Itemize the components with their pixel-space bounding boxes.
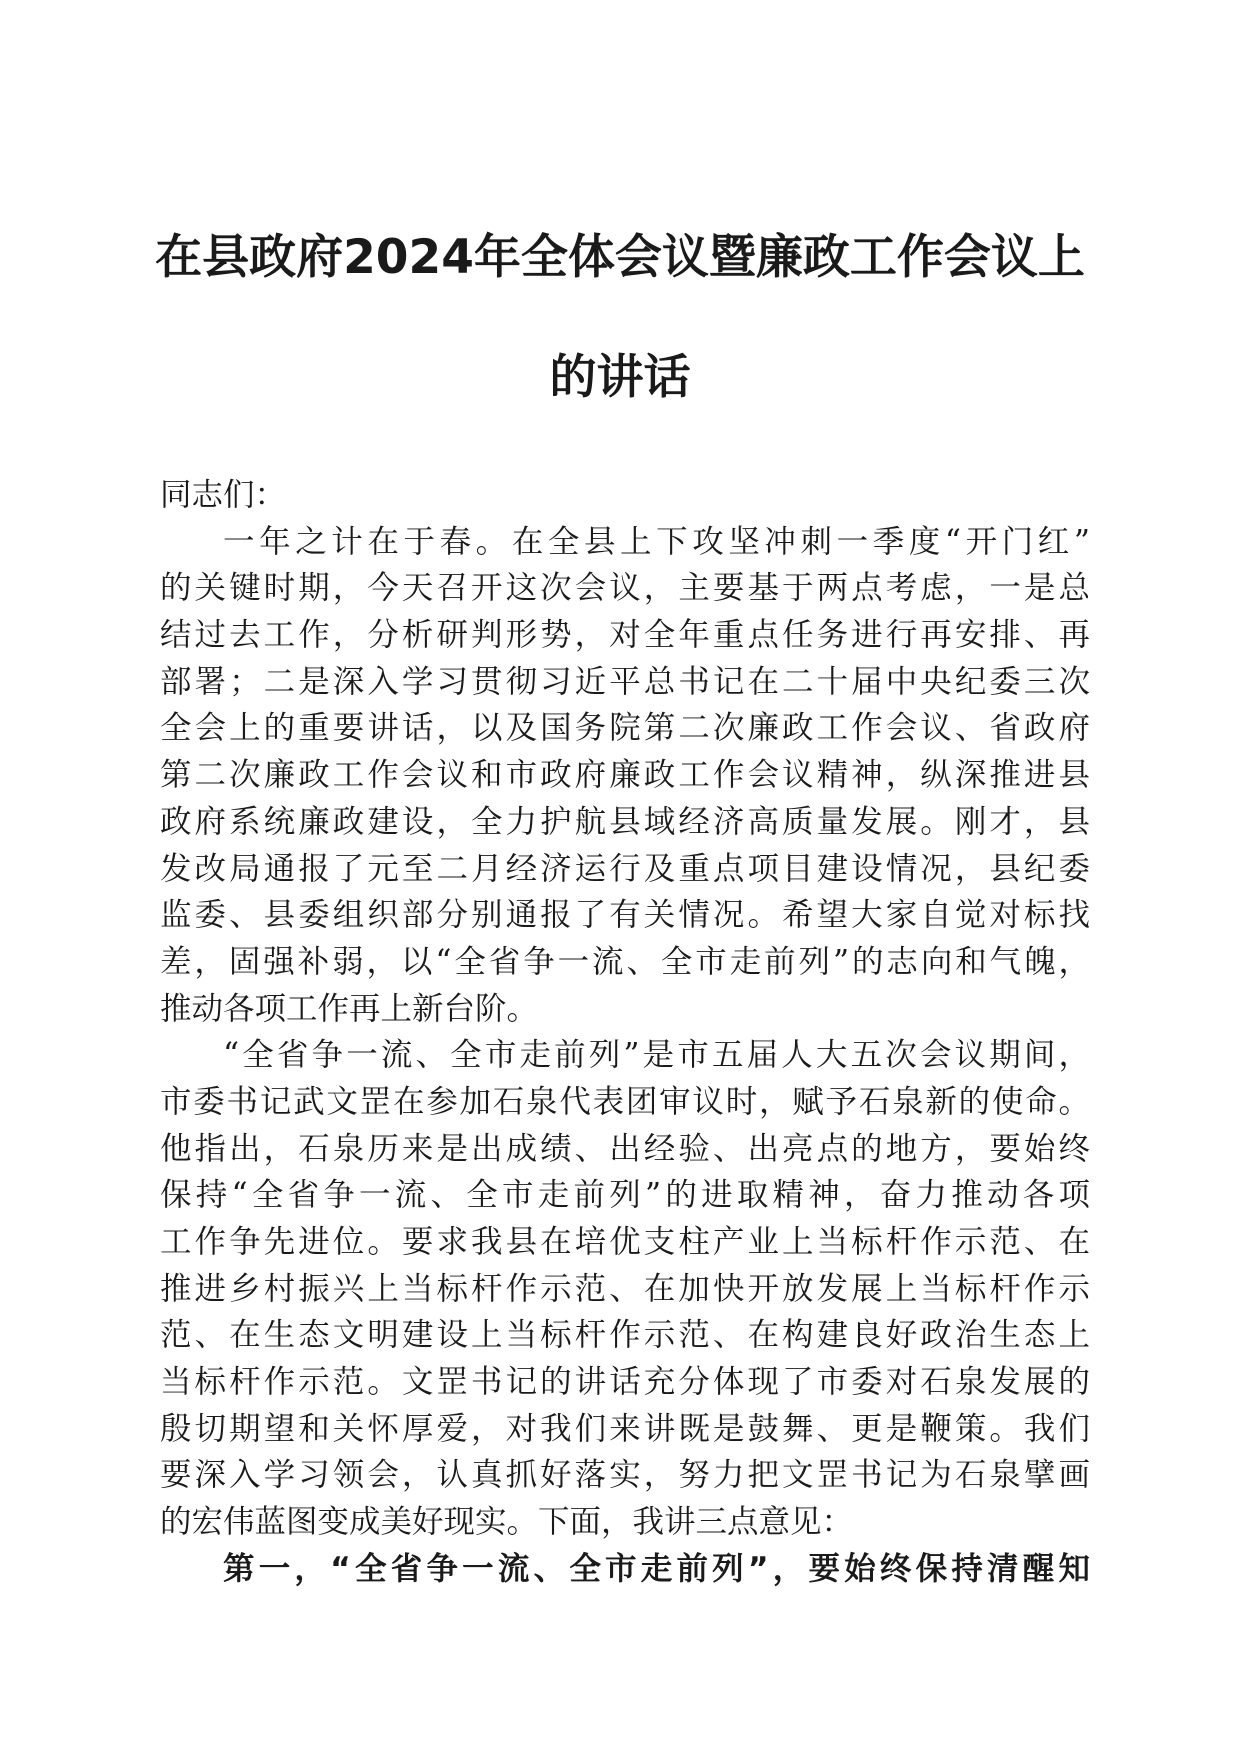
paragraph-2-line: 他指出，石泉历来是出成绩、出经验、出亮点的地方，要始终	[160, 1130, 1090, 1167]
paragraph-1-line: 第二次廉政工作会议和市政府廉政工作会议精神，纵深推进县	[160, 757, 1090, 794]
paragraph-2-line: 推进乡村振兴上当标杆作示范、在加快开放发展上当标杆作示	[160, 1270, 1090, 1307]
paragraph-2-line: 殷切期望和关怀厚爱，对我们来讲既是鼓舞、更是鞭策。我们	[160, 1410, 1090, 1447]
paragraph-2-line: “全省争一流、全市走前列”是市五届人大五次会议期间，	[223, 1037, 1090, 1074]
paragraph-2-line: 要深入学习领会，认真抓好落实，努力把文罡书记为石泉擘画	[160, 1457, 1090, 1494]
paragraph-1-line: 推动各项工作再上新台阶。	[160, 990, 539, 1027]
paragraph-2-line: 的宏伟蓝图变成美好现实。下面，我讲三点意见：	[160, 1504, 854, 1541]
paragraph-1-line: 政府系统廉政建设，全力护航县域经济高质量发展。刚才，县	[160, 803, 1090, 840]
salutation-line: 同志们：	[160, 477, 287, 513]
document-title-line-1: 在县政府2024年全体会议暨廉政工作会议上	[155, 230, 1085, 285]
paragraph-1-line: 结过去工作，分析研判形势，对全年重点任务进行再安排、再	[160, 617, 1090, 654]
paragraph-2-line: 工作争先进位。要求我县在培优支柱产业上当标杆作示范、在	[160, 1224, 1090, 1260]
document-body	[160, 472, 1090, 1593]
section-heading-line: 第一，“全省争一流、全市走前列”，要始终保持清醒知	[223, 1550, 1090, 1587]
document-title-line-2: 的讲话	[549, 350, 691, 405]
paragraph-2-line: 范、在生态文明建设上当标杆作示范、在构建良好政治生态上	[160, 1317, 1090, 1354]
paragraph-2-line: 保持“全省争一流、全市走前列”的进取精神，奋力推动各项	[160, 1177, 1090, 1214]
paragraph-2-line: 当标杆作示范。文罡书记的讲话充分体现了市委对石泉发展的	[160, 1364, 1090, 1401]
paragraph-1-line: 发改局通报了元至二月经济运行及重点项目建设情况，县纪委	[160, 850, 1090, 887]
paragraph-1-line: 一年之计在于春。在全县上下攻坚冲刺一季度“开门红”	[223, 523, 1090, 560]
paragraph-1-line: 差，固强补弱，以“全省争一流、全市走前列”的志向和气魄，	[160, 943, 1090, 980]
paragraph-1-line: 监委、县委组织部分别通报了有关情况。希望大家自觉对标找	[160, 897, 1090, 934]
paragraph-1-line: 全会上的重要讲话，以及国务院第二次廉政工作会议、省政府	[160, 710, 1090, 747]
paragraph-1-line: 部署；二是深入学习贯彻习近平总书记在二十届中央纪委三次	[160, 663, 1090, 700]
paragraph-1-line: 的关键时期，今天召开这次会议，主要基于两点考虑，一是总	[160, 570, 1090, 607]
paragraph-2-line: 市委书记武文罡在参加石泉代表团审议时，赋予石泉新的使命。	[160, 1083, 1090, 1120]
